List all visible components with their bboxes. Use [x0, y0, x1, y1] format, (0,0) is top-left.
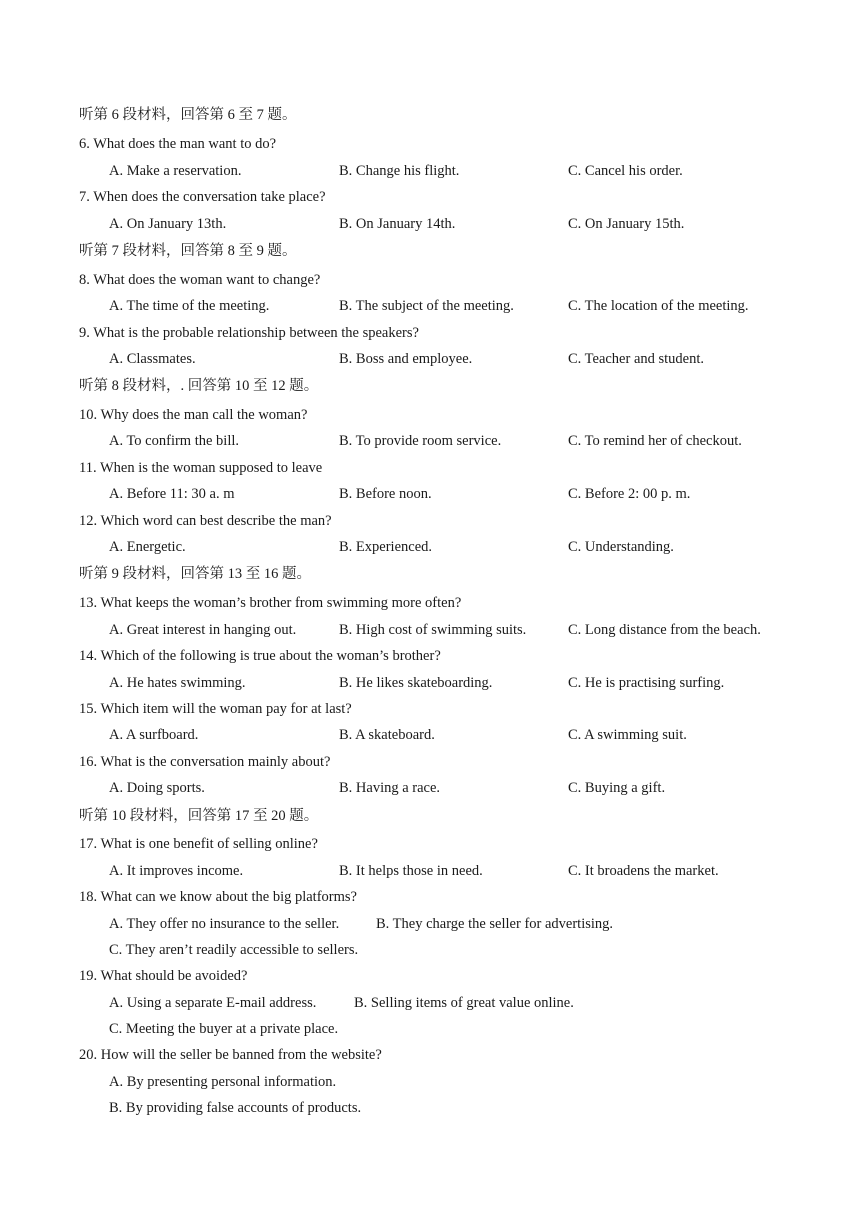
question-7-option-b: B. On January 14th.	[339, 216, 456, 232]
question-14-stem: 14. Which of the following is true about the woman’s brother?	[79, 648, 441, 664]
question-14-option-c: C. He is practising surfing.	[568, 675, 725, 691]
question-11-option-c: C. Before 2: 00 p. m.	[568, 486, 691, 502]
question-15-stem: 15. Which item will the woman pay for at last?	[79, 701, 352, 717]
question-18-option-c: C. They aren’t readily accessible to sellers.	[109, 942, 359, 958]
question-8-option-c: C. The location of the meeting.	[568, 298, 749, 314]
question-10-option-b: B. To provide room service.	[339, 433, 502, 449]
question-10-option-a: A. To confirm the bill.	[109, 433, 240, 449]
question-20-option-b: B. By providing false accounts of products.	[109, 1100, 362, 1116]
question-19-stem: 19. What should be avoided?	[79, 968, 248, 984]
question-15-option-a: A. A surfboard.	[109, 727, 199, 743]
question-11-option-b: B. Before noon.	[339, 486, 432, 502]
question-6-stem: 6. What does the man want to do?	[79, 136, 277, 152]
question-7-stem: 7. When does the conversation take place?	[79, 189, 326, 205]
question-16-option-c: C. Buying a gift.	[568, 780, 666, 796]
question-9-stem: 9. What is the probable relationship between the speakers?	[79, 325, 419, 341]
question-8-stem: 8. What does the woman want to change?	[79, 272, 321, 288]
question-12-option-b: B. Experienced.	[339, 539, 433, 555]
question-17-stem: 17. What is one benefit of selling online?	[79, 836, 318, 852]
section-heading-9: 听第 9 段材料，回答第 13 至 16 题。	[79, 566, 311, 582]
question-8-option-a: A. The time of the meeting.	[109, 298, 270, 314]
question-20-stem: 20. How will the seller be banned from the website?	[79, 1047, 382, 1063]
question-13-option-c: C. Long distance from the beach.	[568, 622, 761, 638]
question-13-option-a: A. Great interest in hanging out.	[109, 622, 297, 638]
question-17-option-a: A. It improves income.	[109, 863, 244, 879]
question-6-option-c: C. Cancel his order.	[568, 163, 683, 179]
question-14-option-a: A. He hates swimming.	[109, 675, 246, 691]
question-9-option-c: C. Teacher and student.	[568, 351, 705, 367]
question-10-stem: 10. Why does the man call the woman?	[79, 407, 308, 423]
question-16-option-b: B. Having a race.	[339, 780, 441, 796]
question-9-option-b: B. Boss and employee.	[339, 351, 473, 367]
question-6-option-b: B. Change his flight.	[339, 163, 460, 179]
section-heading-7: 听第 7 段材料，回答第 8 至 9 题。	[79, 243, 297, 259]
question-19-option-b: B. Selling items of great value online.	[354, 995, 574, 1011]
question-13-stem: 13. What keeps the woman’s brother from swimming more often?	[79, 595, 462, 611]
section-heading-6: 听第 6 段材料，回答第 6 至 7 题。	[79, 107, 297, 123]
question-20-option-a: A. By presenting personal information.	[109, 1074, 337, 1090]
question-18-option-b: B. They charge the seller for advertising.	[376, 916, 614, 932]
question-12-option-a: A. Energetic.	[109, 539, 186, 555]
question-15-option-b: B. A skateboard.	[339, 727, 435, 743]
question-7-option-c: C. On January 15th.	[568, 216, 685, 232]
question-7-option-a: A. On January 13th.	[109, 216, 227, 232]
question-14-option-b: B. He likes skateboarding.	[339, 675, 493, 691]
question-6-option-a: A. Make a reservation.	[109, 163, 242, 179]
question-16-option-a: A. Doing sports.	[109, 780, 205, 796]
question-12-option-c: C. Understanding.	[568, 539, 674, 555]
question-18-stem: 18. What can we know about the big platforms?	[79, 889, 357, 905]
question-16-stem: 16. What is the conversation mainly about?	[79, 754, 331, 770]
question-13-option-b: B. High cost of swimming suits.	[339, 622, 527, 638]
question-19-option-a: A. Using a separate E-mail address.	[109, 995, 317, 1011]
section-heading-8: 听第 8 段材料，. 回答第 10 至 12 题。	[79, 378, 319, 394]
question-17-option-c: C. It broadens the market.	[568, 863, 719, 879]
question-10-option-c: C. To remind her of checkout.	[568, 433, 742, 449]
question-18-option-a: A. They offer no insurance to the seller.	[109, 916, 340, 932]
question-12-stem: 12. Which word can best describe the man?	[79, 513, 332, 529]
question-8-option-b: B. The subject of the meeting.	[339, 298, 514, 314]
question-15-option-c: C. A swimming suit.	[568, 727, 687, 743]
question-9-option-a: A. Classmates.	[109, 351, 196, 367]
question-11-stem: 11. When is the woman supposed to leave	[79, 460, 323, 476]
section-heading-10: 听第 10 段材料，回答第 17 至 20 题。	[79, 808, 319, 824]
question-11-option-a: A. Before 11: 30 a. m	[109, 486, 235, 502]
question-19-option-c: C. Meeting the buyer at a private place.	[109, 1021, 339, 1037]
question-17-option-b: B. It helps those in need.	[339, 863, 483, 879]
